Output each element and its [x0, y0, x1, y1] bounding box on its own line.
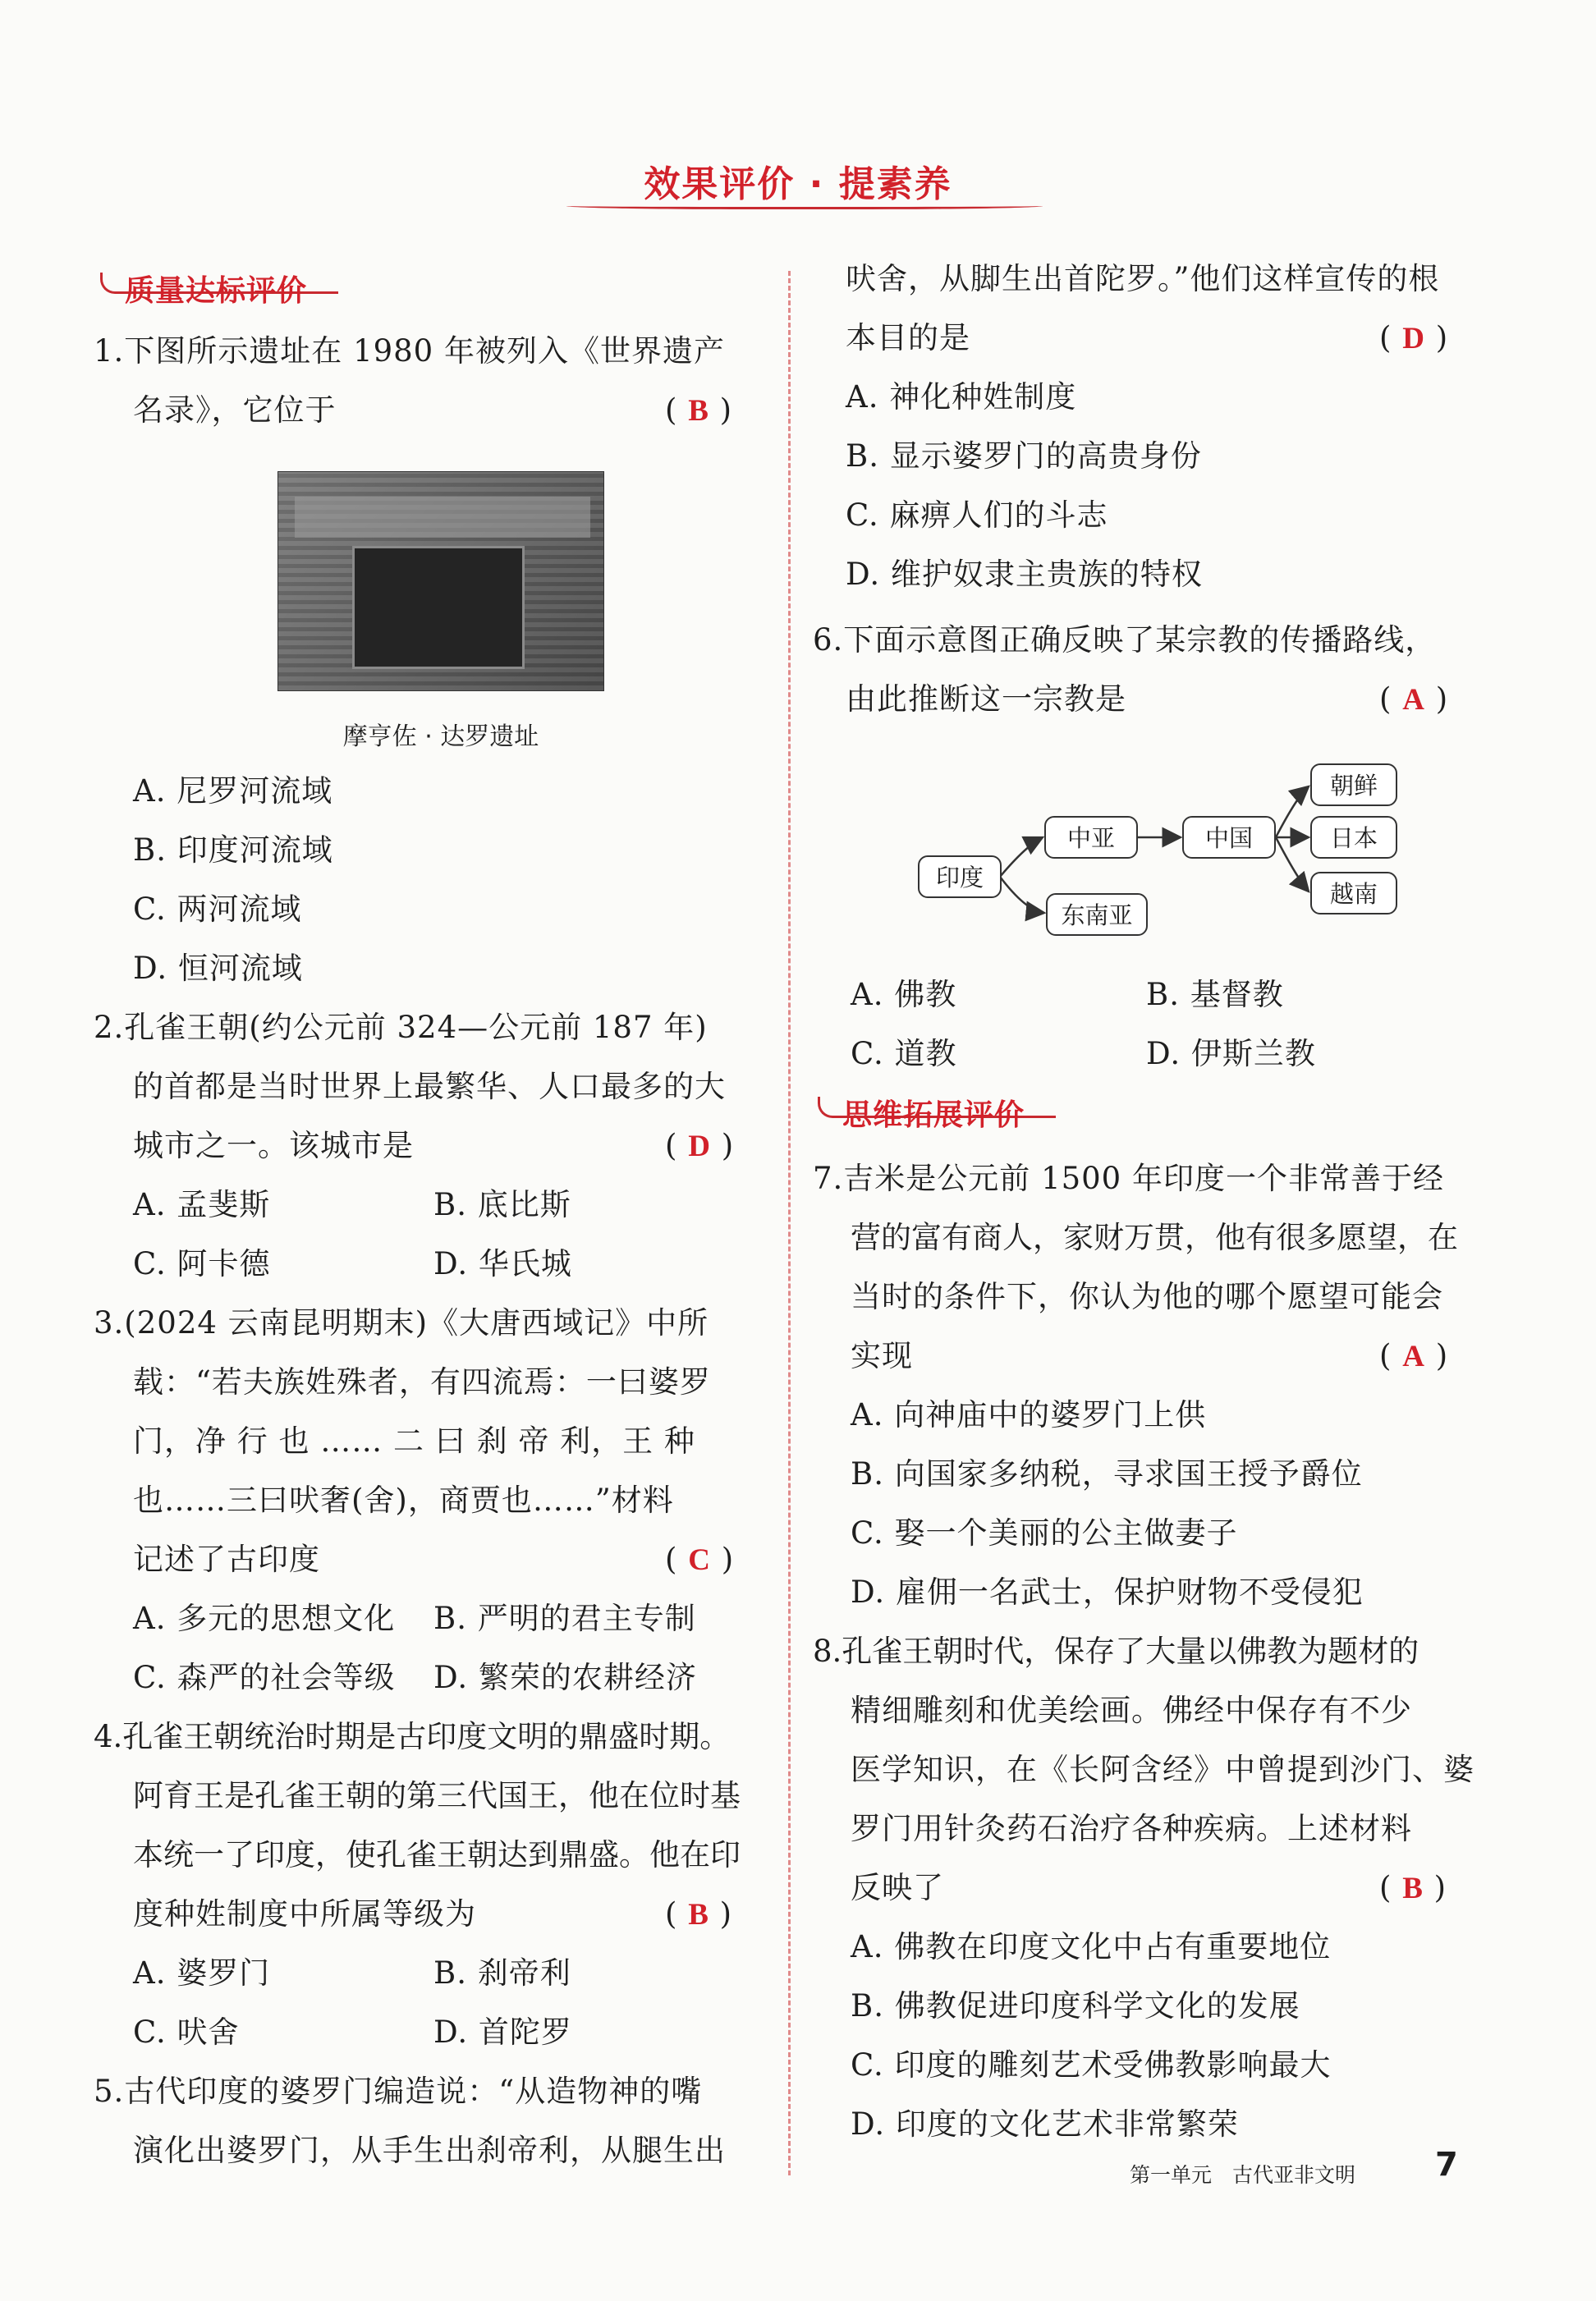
option: A. 向神庙中的婆罗门上供 [851, 1397, 1207, 1432]
option: D. 首陀罗 [433, 2015, 572, 2050]
node-central-asia: 中亚 [1044, 816, 1138, 859]
question-text: 营的富有商人，家财万贯，他有很多愿望，在 [851, 1220, 1458, 1255]
page-title: 效果评价 · 提素养 [644, 163, 952, 205]
node-vietnam: 越南 [1310, 872, 1397, 914]
option: B. 底比斯 [433, 1187, 571, 1222]
answer-bracket: ( A ) [1379, 681, 1449, 717]
option: D. 印度的文化艺术非常繁荣 [851, 2106, 1239, 2142]
answer: D [688, 1130, 711, 1163]
option: C. 娶一个美丽的公主做妻子 [851, 1515, 1238, 1551]
answer: D [1402, 322, 1425, 355]
node-origin: 印度 [918, 855, 1002, 898]
answer-bracket: ( B ) [1379, 1870, 1447, 1905]
question-text: 医学知识，在《长阿含经》中曾提到沙门、婆 [851, 1752, 1474, 1787]
option: D. 华氏城 [433, 1246, 572, 1281]
option: D. 雇佣一名武士，保护财物不受侵犯 [851, 1574, 1364, 1610]
footer-unit: 第一单元 古代亚非文明 [1130, 2163, 1356, 2187]
question-text: 2.孔雀王朝(约公元前 324—公元前 187 年) [94, 1010, 708, 1045]
question-text: 城市之一。该城市是 [133, 1128, 414, 1163]
answer: C [688, 1543, 711, 1577]
question-text: 实现 [851, 1338, 913, 1373]
answer-bracket: ( A ) [1379, 1338, 1449, 1373]
answer: B [688, 394, 709, 428]
option: D. 伊斯兰教 [1146, 1036, 1316, 1071]
question-text: 吠舍，从脚生出首陀罗。”他们这样宣传的根 [846, 261, 1440, 296]
node-southeast-asia: 东南亚 [1046, 893, 1148, 936]
question-text: 6.下面示意图正确反映了某宗教的传播路线， [813, 622, 1437, 658]
option: C. 阿卡德 [133, 1246, 271, 1281]
question-text: 8.孔雀王朝时代，保存了大量以佛教为题材的 [813, 1634, 1419, 1669]
option: C. 印度的雕刻艺术受佛教影响最大 [851, 2047, 1332, 2083]
option: A. 多元的思想文化 [133, 1601, 396, 1636]
question-text: 5.古代印度的婆罗门编造说：“从造物神的嘴 [94, 2074, 703, 2109]
option: A. 佛教 [851, 977, 957, 1012]
option: B. 印度河流域 [133, 832, 333, 868]
question-text: 7.吉米是公元前 1500 年印度一个非常善于经 [813, 1161, 1444, 1196]
question-text: 的首都是当时世界上最繁华、人口最多的大 [133, 1069, 726, 1104]
question-text: 本目的是 [846, 320, 970, 355]
option: A. 尼罗河流域 [133, 773, 333, 809]
option: B. 向国家多纳税，寻求国王授予爵位 [851, 1456, 1363, 1492]
question-text: 本统一了印度，使孔雀王朝达到鼎盛。他在印 [133, 1837, 741, 1872]
question-text: 3.(2024 云南昆明期末)《大唐西域记》中所 [94, 1305, 709, 1341]
answer-bracket: ( B ) [665, 392, 733, 428]
option: B. 基督教 [1146, 977, 1284, 1012]
option: C. 两河流域 [133, 892, 302, 927]
option: A. 神化种姓制度 [846, 379, 1077, 415]
section-heading-thinking: 思维拓展评价 [842, 1098, 1025, 1132]
option: C. 吠舍 [133, 2015, 240, 2050]
question-text: 罗门用针灸药石治疗各种疾病。上述材料 [851, 1811, 1412, 1846]
question-text: 1.下图所示遗址在 1980 年被列入《世界遗产 [94, 333, 725, 369]
question-text: 当时的条件下，你认为他的哪个愿望可能会 [851, 1279, 1443, 1314]
question-text: 记述了古印度 [133, 1542, 320, 1577]
question-text: 反映了 [851, 1870, 944, 1905]
answer: B [688, 1898, 709, 1932]
page-number: 7 [1435, 2146, 1458, 2184]
option: D. 维护奴隶主贵族的特权 [846, 557, 1203, 592]
question-text: 4.孔雀王朝统治时期是古印度文明的鼎盛时期。 [94, 1719, 731, 1754]
photo-caption: 摩亨佐 · 达罗遗址 [342, 722, 539, 751]
question-text: 度种姓制度中所属等级为 [133, 1896, 476, 1932]
option: B. 严明的君主专制 [433, 1601, 696, 1636]
answer-bracket: ( D ) [665, 1128, 735, 1163]
answer-bracket: ( D ) [1379, 320, 1449, 355]
answer: A [1402, 1340, 1425, 1373]
title-underline [566, 201, 1043, 209]
question-text: 名录》，它位于 [133, 392, 337, 428]
option: A. 孟斐斯 [133, 1187, 271, 1222]
node-korea: 朝鲜 [1310, 763, 1397, 806]
question-text: 演化出婆罗门，从手生出刹帝利，从腿生出 [133, 2133, 726, 2168]
section-heading-quality: 质量达标评价 [125, 274, 308, 308]
question-text: 也……三曰吠奢(舍)，商贾也……”材料 [133, 1483, 674, 1518]
answer: A [1402, 683, 1425, 717]
option: D. 繁荣的农耕经济 [433, 1660, 697, 1695]
question-text: 门，净 行 也 …… 二 曰 刹 帝 利，王 种 [133, 1423, 695, 1459]
answer-bracket: ( B ) [665, 1896, 733, 1932]
option: B. 佛教促进印度科学文化的发展 [851, 1988, 1300, 2024]
option: A. 佛教在印度文化中占有重要地位 [851, 1929, 1332, 1964]
option: C. 森严的社会等级 [133, 1660, 396, 1695]
node-china: 中国 [1182, 816, 1276, 859]
option: B. 刹帝利 [433, 1955, 571, 1991]
site-photo [277, 471, 604, 691]
answer: B [1402, 1872, 1424, 1905]
column-divider [788, 271, 791, 2175]
option: C. 道教 [851, 1036, 957, 1071]
option: C. 麻痹人们的斗志 [846, 497, 1108, 533]
option: B. 显示婆罗门的高贵身份 [846, 438, 1202, 474]
question-text: 载：“若夫族姓殊者，有四流焉：一曰婆罗 [133, 1364, 711, 1400]
node-japan: 日本 [1310, 816, 1397, 859]
answer-bracket: ( C ) [665, 1542, 735, 1577]
option: D. 恒河流域 [133, 951, 303, 986]
option: A. 婆罗门 [133, 1955, 271, 1991]
question-text: 阿育王是孔雀王朝的第三代国王，他在位时基 [133, 1778, 741, 1813]
question-text: 由此推断这一宗教是 [846, 681, 1126, 717]
question-text: 精细雕刻和优美绘画。佛经中保存有不少 [851, 1693, 1412, 1728]
